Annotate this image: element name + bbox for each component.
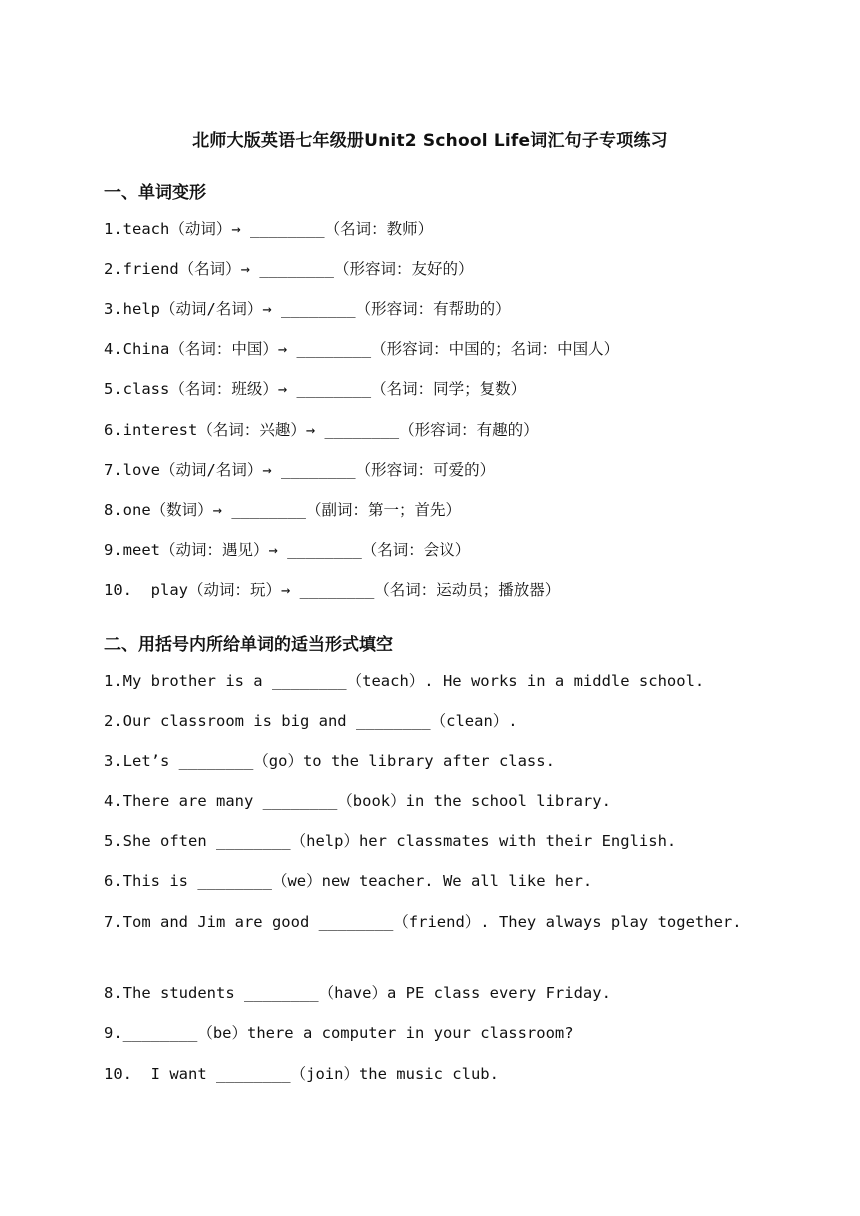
fill-blank-item: 3.Let’s ________（go）to the library after class. bbox=[104, 752, 555, 770]
word-form-item: 7.love（动词/名词）→ ________（形容词：可爱的） bbox=[104, 461, 496, 479]
fill-blank-item: 5.She often ________（help）her classmates with their English. bbox=[104, 832, 677, 850]
fill-blank-item: 2.Our classroom is big and ________（clean）. bbox=[104, 712, 518, 730]
word-form-item: 10. play（动词：玩）→ ________（名词：运动员；播放器） bbox=[104, 581, 561, 599]
section-heading-fill-blanks: 二、用括号内所给单词的适当形式填空 bbox=[104, 635, 393, 655]
word-form-item: 9.meet（动词：遇见）→ ________（名词：会议） bbox=[104, 541, 471, 559]
word-form-item: 6.interest（名词：兴趣）→ ________（形容词：有趣的） bbox=[104, 421, 539, 439]
word-form-item: 3.help（动词/名词）→ ________（形容词：有帮助的） bbox=[104, 300, 511, 318]
fill-blank-item: 1.My brother is a ________（teach）. He works in a middle school. bbox=[104, 672, 705, 690]
document-title: 北师大版英语七年级册Unit2 School Life词汇句子专项练习 bbox=[192, 131, 668, 151]
word-form-item: 8.one（数词）→ ________（副词：第一；首先） bbox=[104, 501, 461, 519]
word-form-item: 2.friend（名词）→ ________（形容词：友好的） bbox=[104, 260, 474, 278]
section-heading-word-forms: 一、单词变形 bbox=[104, 183, 206, 203]
fill-blank-item: 4.There are many ________（book）in the school library. bbox=[104, 792, 611, 810]
fill-blank-item: 8.The students ________（have）a PE class every Friday. bbox=[104, 984, 611, 1002]
fill-blank-item: 10. I want ________（join）the music club. bbox=[104, 1065, 499, 1083]
word-form-item: 1.teach（动词）→ ________（名词：教师） bbox=[104, 220, 434, 238]
word-form-item: 5.class（名词：班级）→ ________（名词：同学；复数） bbox=[104, 380, 527, 398]
fill-blank-item: 6.This is ________（we）new teacher. We all like her. bbox=[104, 872, 593, 890]
word-form-item: 4.China（名词：中国）→ ________（形容词：中国的；名词：中国人） bbox=[104, 340, 620, 358]
fill-blank-item: 7.Tom and Jim are good ________（friend）. They always play together. bbox=[104, 913, 742, 931]
fill-blank-item: 9.________（be）there a computer in your classroom? bbox=[104, 1024, 574, 1042]
